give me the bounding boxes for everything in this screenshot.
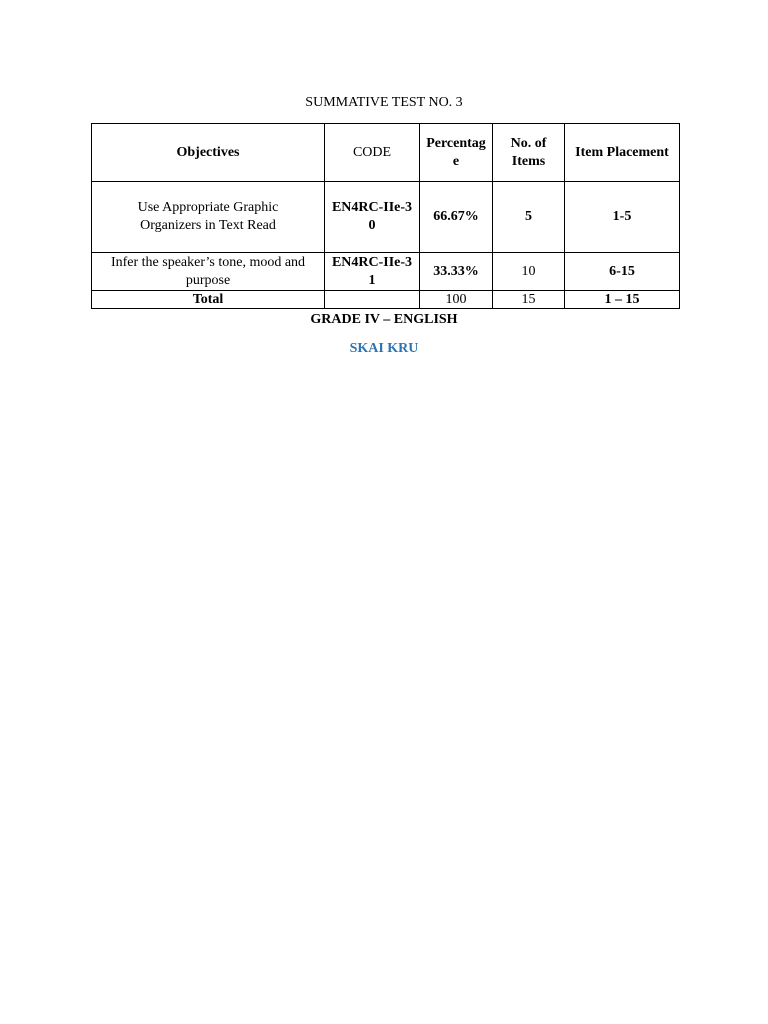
- percentage-cell: 66.67%: [420, 182, 493, 253]
- total-code-cell: [325, 291, 420, 309]
- header-item-placement: Item Placement: [565, 124, 680, 182]
- percentage-cell: 33.33%: [420, 253, 493, 291]
- table-row: [92, 182, 680, 253]
- table-total-row: [92, 291, 680, 309]
- total-items-cell: 15: [493, 291, 565, 309]
- code-cell: EN4RC-IIe-30: [325, 182, 420, 253]
- header-no-of-items: No. of Items: [493, 124, 565, 182]
- header-objectives: Objectives: [92, 124, 325, 182]
- author-name: SKAI KRU: [349, 341, 419, 356]
- total-placement-cell: 1 – 15: [565, 291, 680, 309]
- items-cell: 10: [493, 253, 565, 291]
- table-of-specifications: [91, 123, 680, 309]
- header-code: CODE: [325, 124, 420, 182]
- header-percentage: Percentage: [420, 124, 493, 182]
- document-title: SUMMATIVE TEST NO. 3: [305, 95, 463, 110]
- items-cell: 5: [493, 182, 565, 253]
- objective-cell: Use Appropriate Graphic Organizers in Text Read: [92, 182, 325, 253]
- placement-cell: 1-5: [565, 182, 680, 253]
- table-header-row: [92, 124, 680, 182]
- document-subtitle: GRADE IV – ENGLISH: [310, 312, 458, 327]
- total-percentage-cell: 100: [420, 291, 493, 309]
- objective-cell: Infer the speaker’s tone, mood and purpose: [92, 253, 325, 291]
- placement-cell: 6-15: [565, 253, 680, 291]
- total-label: Total: [92, 291, 325, 309]
- table-row: [92, 253, 680, 291]
- code-cell: EN4RC-IIe-31: [325, 253, 420, 291]
